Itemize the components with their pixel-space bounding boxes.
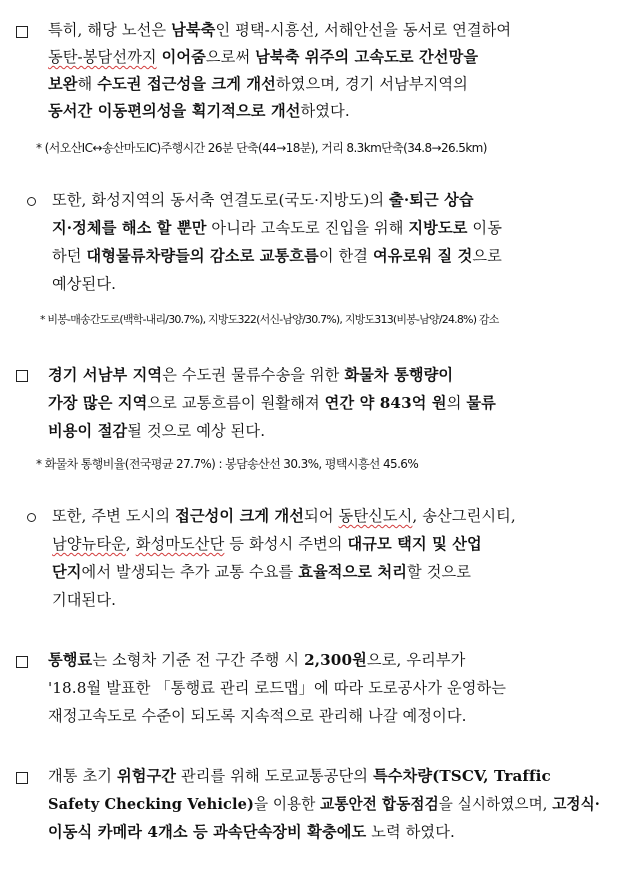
text-run: 으로 <box>472 247 502 265</box>
footnote: * (서오산IC↔송산마도IC)주행시간 26분 단축(44→18분), 거리 8.3km단축(34.8→26.5km) <box>36 141 487 155</box>
text-run: 하던 <box>52 247 87 265</box>
text-run: 특히, 해당 노선은 <box>48 21 172 39</box>
line <box>48 47 478 67</box>
text-run: 의 <box>446 394 467 412</box>
text-run: 예상된다. <box>52 275 117 293</box>
text-run: 으로써 <box>205 48 256 66</box>
text-run: 하였으며, 경기 서남부지역의 <box>275 75 468 93</box>
bold-text: 특수차량(TSCV, Traffic <box>373 767 551 785</box>
bold-text: 고정식· <box>552 795 600 813</box>
bold-text: 위험구간 <box>116 767 177 785</box>
text-run: 인 평택-시흥선, 서해안선을 동서로 연결하여 <box>215 21 512 39</box>
bold-text: 2,300원 <box>304 651 367 669</box>
bold-text: 이동식 카메라 4개소 등 과속단속장비 확충 <box>48 823 337 841</box>
underlined-text: 남양뉴타운 <box>52 535 126 553</box>
line <box>48 74 468 94</box>
bold-text: 화물차 통행량이 <box>344 366 454 384</box>
bold-text: 대규모 택지 및 산업 <box>347 535 482 553</box>
line <box>48 766 551 786</box>
text-run: 으로 교통흐름이 원활해져 <box>147 394 325 412</box>
text-run: 을 이용한 <box>253 795 321 813</box>
bold-text: 물류 <box>466 394 496 412</box>
text-run: , <box>125 535 136 553</box>
bold-text: 남북축 <box>171 21 216 39</box>
line <box>48 706 467 726</box>
text-run: 재정고속도로 수준이 되도록 지속적으로 관리해 나갈 예정이다. <box>48 707 467 725</box>
underlined-text: 화성마도산단 <box>135 535 225 553</box>
text-run: , 송산그린시티, <box>412 507 516 525</box>
bold-text: 출·퇴근 상습 <box>389 191 474 209</box>
line <box>52 246 502 266</box>
text-run: 으로, 우리부가 <box>366 651 466 669</box>
text-run: 개통 초기 <box>48 767 117 785</box>
bold-text: 이어줌 <box>161 48 206 66</box>
bold-text: 에도 <box>336 823 367 841</box>
square-bullet-icon <box>16 26 28 38</box>
bold-text: 효율적으로 처리 <box>298 563 408 581</box>
text-run: 아니라 고속도로 진입을 위해 <box>206 219 409 237</box>
text-run: 하였다. <box>300 102 350 120</box>
line <box>48 421 265 441</box>
line <box>52 190 474 210</box>
bold-text: 비용이 절감 <box>48 422 128 440</box>
text-run: 는 소형차 기준 전 구간 주행 시 <box>92 651 305 669</box>
bold-text: 교통안전 합동점검 <box>320 795 439 813</box>
line <box>48 794 600 814</box>
bold-text: 여유로워 질 것 <box>373 247 473 265</box>
text-run: 을 실시하였으며, <box>438 795 553 813</box>
text-run: 은 수도권 물류수송을 위한 <box>162 366 345 384</box>
square-bullet-icon <box>16 370 28 382</box>
circle-bullet-icon <box>27 513 36 522</box>
text-run: 관리를 위해 도로교통공단의 <box>176 767 374 785</box>
bold-text: 보완 <box>48 75 78 93</box>
text-run: 이동 <box>467 219 502 237</box>
line <box>48 822 455 842</box>
bold-text: 연간 약 843억 원 <box>324 394 447 412</box>
text-run: 또한, 주변 도시의 <box>52 507 176 525</box>
bold-text: 수도권 접근성을 크게 개선 <box>97 75 276 93</box>
text-run: 이 한결 <box>318 247 373 265</box>
footnote: * 비봉-매송간도로(백학-내리/30.7%), 지방도322(서신-남양/30.7%), 지방도313(비봉-남양/24.8%) 감소 <box>40 313 499 326</box>
line <box>48 393 496 413</box>
bold-text: 경기 서남부 지역 <box>48 366 163 384</box>
line <box>48 365 453 385</box>
square-bullet-icon <box>16 772 28 784</box>
text-run: 노력 하였다. <box>366 823 455 841</box>
bold-text: Safety Checking Vehicle) <box>48 795 254 813</box>
text-run: 기대된다. <box>52 591 117 609</box>
bold-text: 지·정체를 해소 할 뿐만 <box>52 219 207 237</box>
bold-text: 남북축 위주의 고속도로 간선망을 <box>255 48 479 66</box>
line <box>48 650 465 670</box>
line <box>52 590 116 610</box>
underlined-text: 동탄-봉담선까지 <box>48 48 157 66</box>
line <box>52 218 502 238</box>
text-run: 에서 발생되는 추가 교통 수요를 <box>81 563 299 581</box>
line <box>52 562 471 582</box>
line <box>52 274 116 294</box>
underlined-text: 동탄신도시 <box>338 507 413 525</box>
text-run: 할 것으로 <box>407 563 472 581</box>
bold-text: 지방도로 <box>408 219 468 237</box>
bold-text: 동서간 이동편의성을 획기적으로 개선 <box>48 102 301 120</box>
text-run: 될 것으로 예상 된다. <box>127 422 266 440</box>
text-run: '18.8월 발표한 「통행료 관리 로드맵」에 따라 도로공사가 운영하는 <box>48 679 507 697</box>
text-run: 해 <box>77 75 98 93</box>
circle-bullet-icon <box>27 197 36 206</box>
bold-text: 대형물류차량들의 감소로 교통흐름 <box>86 247 319 265</box>
line <box>52 534 482 554</box>
bold-text: 통행료 <box>48 651 93 669</box>
footnote: * 화물차 통행비율(전국평균 27.7%) : 봉담송산선 30.3%, 평택시흥선 45.6% <box>36 457 419 471</box>
line <box>52 506 516 526</box>
line <box>48 20 511 40</box>
text-run: 또한, 화성지역의 동서축 연결도로(국도·지방도)의 <box>52 191 390 209</box>
square-bullet-icon <box>16 656 28 668</box>
text-run: 등 화성시 주변의 <box>224 535 348 553</box>
bold-text: 단지 <box>52 563 82 581</box>
line <box>48 101 350 121</box>
text-run: 되어 <box>304 507 339 525</box>
line <box>48 678 506 698</box>
bold-text: 접근성이 크게 개선 <box>175 507 305 525</box>
bold-text: 가장 많은 지역 <box>48 394 148 412</box>
